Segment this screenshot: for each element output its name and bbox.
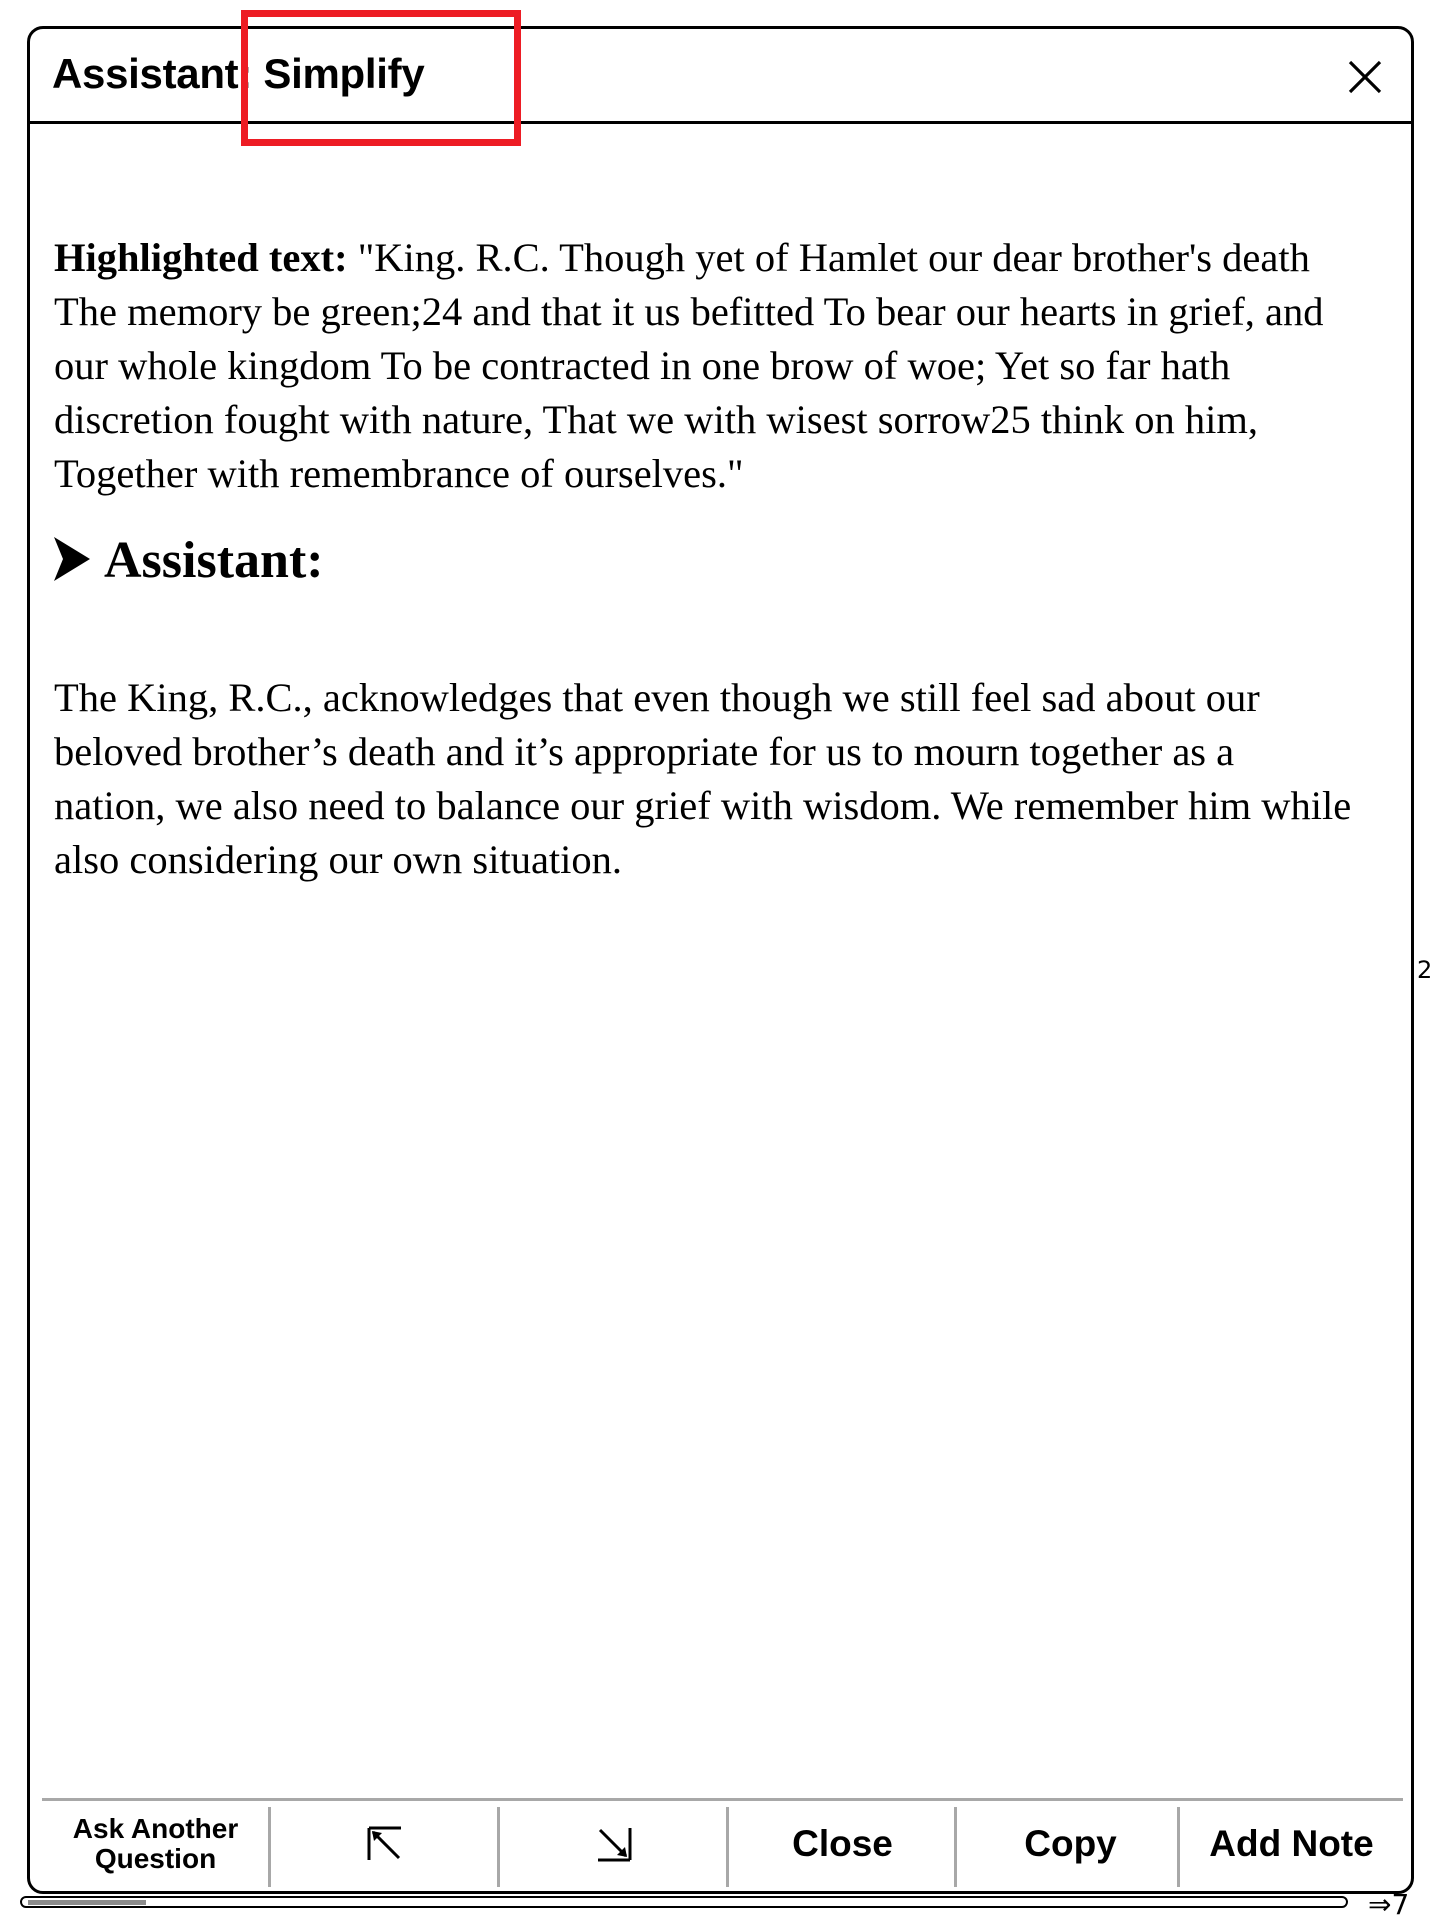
reading-progress-fill — [28, 1900, 146, 1905]
close-button[interactable] — [1347, 59, 1383, 95]
close-dialog-button[interactable]: Close — [792, 1823, 893, 1864]
expand-up-left-button[interactable] — [271, 1801, 498, 1887]
assistant-dialog — [27, 26, 1414, 1894]
assistant-response: The King, R.C., acknowledges that even though we still feel sad about our beloved brother’s death and it’s appropriate for us to mourn together as a nation, we also need to balance our grief with wisdom. We remember him while also considering our own situation. — [54, 675, 1352, 882]
right-arrow-icon — [54, 537, 90, 581]
add-note-button[interactable]: Add Note — [1209, 1823, 1374, 1864]
expand-down-right-icon — [596, 1826, 632, 1862]
dialog-header — [30, 29, 1411, 124]
page-indicator: ⇒7 — [1368, 1888, 1410, 1921]
highlighted-text-label: Highlighted text: — [54, 235, 348, 280]
dialog-footer — [42, 1798, 1403, 1891]
expand-up-left-icon — [367, 1826, 403, 1862]
side-page-number: 2 — [1417, 956, 1433, 984]
ask-another-question-button[interactable]: Ask Another Question — [72, 1813, 239, 1874]
highlighted-text-paragraph — [54, 231, 1354, 501]
dialog-title: Assistant: Simplify — [52, 50, 425, 97]
assistant-heading — [54, 531, 324, 591]
close-x-icon — [1347, 59, 1383, 95]
expand-down-right-button[interactable] — [500, 1801, 727, 1887]
reading-progress-bar[interactable] — [20, 1896, 1348, 1908]
copy-button[interactable]: Copy — [1024, 1823, 1117, 1864]
highlighted-text: "King. R.C. Though yet of Hamlet our dear brother's death The memory be green;24 and that it us befitted To bear our hearts in grief, and our whole kingdom To be contracted in one brow of woe; Yet so far hath discretion fought with nature, That we with wisest sorrow25 think on him, Together with remembrance of ourselves." — [54, 235, 1324, 496]
assistant-heading-label: Assistant: — [104, 532, 324, 589]
